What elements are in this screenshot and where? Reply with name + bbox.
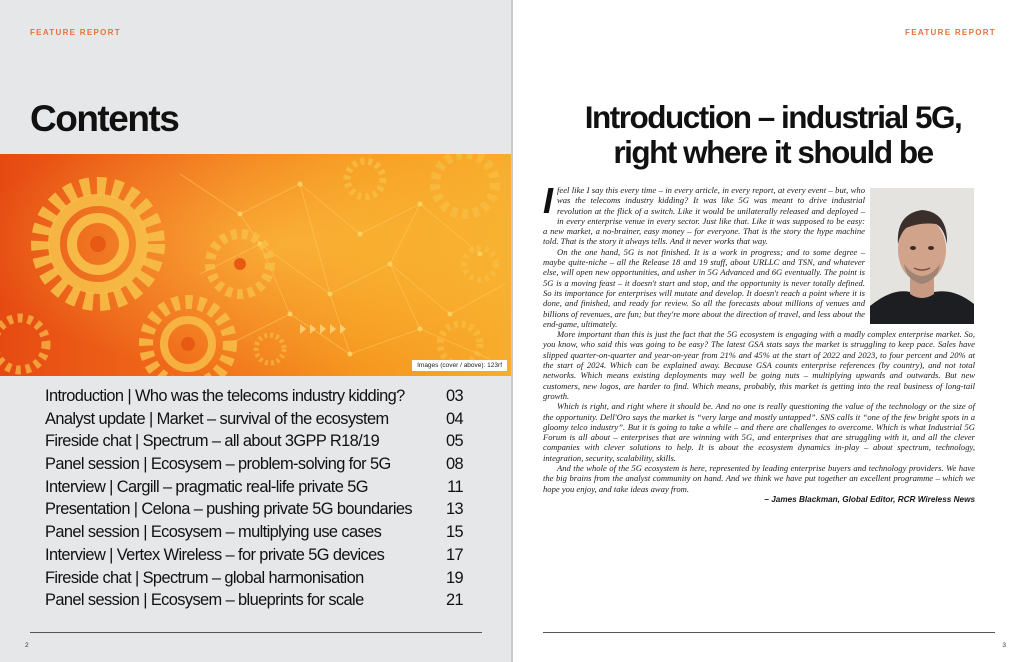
toc-entry-title: Interview | Vertex Wireless – for private 5G devices <box>45 545 385 564</box>
hero-image <box>0 154 511 376</box>
gears-illustration <box>0 154 511 376</box>
toc-entry <box>45 521 463 544</box>
toc-page-number: 21 <box>445 591 463 610</box>
toc-entry-title: Analyst update | Market – survival of the ecosystem <box>45 409 389 428</box>
toc-entry <box>45 476 463 499</box>
toc-entry-title: Panel session | Ecosysem – multiplying use cases <box>45 523 382 542</box>
toc-entry <box>45 385 463 408</box>
toc-entry-title: Panel session | Ecosysem – problem-solving for 5G <box>45 455 391 474</box>
article-title-line-2: right where it should be <box>613 134 933 170</box>
toc-entry <box>45 498 463 521</box>
right-page <box>513 0 1024 662</box>
photo-spacer <box>865 185 975 329</box>
toc-entry <box>45 589 463 612</box>
toc-page-number: 03 <box>445 387 463 405</box>
toc-page-number: 11 <box>447 477 463 496</box>
toc-entry <box>45 544 463 567</box>
left-page <box>0 0 511 662</box>
toc-entry <box>45 567 463 590</box>
image-credit: Images (cover / above): 123rf <box>412 360 507 371</box>
toc-entry <box>45 408 463 431</box>
toc-page-number: 08 <box>445 455 463 474</box>
toc-entry-title: Fireside chat | Spectrum – all about 3GPP R18/19 <box>45 432 380 451</box>
toc-entry-title: Fireside chat | Spectrum – global harmonisation <box>45 568 364 587</box>
toc-entry-title: Panel session | Ecosysem – blueprints for scale <box>45 591 364 610</box>
paragraph-text: feel like I say this every time – in every article, in every report, at every event – but, who was the telecoms industry kidding? It was like 5G was meant to drive industrial revolution at the flick of a switch. Like it would be unilaterally released and deployed – in every enterprise venue in every sector. Just like that. Like it was supposed to be easy: a new market, a no-brainer, easy money – for everyone. That is the story the hype machine told. That is the story it always tells. And it never works that way. <box>543 185 865 247</box>
toc-entry-title: Presentation | Celona – pushing private 5G boundaries <box>45 500 413 519</box>
section-label: FEATURE REPORT <box>30 28 121 37</box>
toc-entry-title: Introduction | Who was the telecoms industry kidding? <box>45 387 405 405</box>
footer-rule <box>30 632 482 633</box>
page-number: 2 <box>25 642 29 649</box>
toc-entry <box>45 453 463 476</box>
toc-page-number: 17 <box>445 545 463 564</box>
toc-entry <box>45 430 463 453</box>
contents-title: Contents <box>30 98 179 139</box>
toc-entry-title: Interview | Cargill – pragmatic real-life private 5G <box>45 477 368 496</box>
toc-page-number: 13 <box>445 500 463 519</box>
footer-rule <box>543 632 995 633</box>
author-signature: – James Blackman, Global Editor, RCR Wireless News <box>764 494 975 504</box>
toc-page-number: 04 <box>445 409 463 428</box>
table-of-contents <box>45 385 463 612</box>
article-paragraph: And the whole of the 5G ecosystem is here, represented by leading enterprise buyers and technology providers. We have the big brains from the analyst community on hand. And we think we have put together an excellent programme – which we hope you enjoy, and take ideas away from. <box>543 463 975 494</box>
dropcap: I <box>543 180 554 221</box>
article-title-line-1: Introduction – industrial 5G, <box>584 99 962 135</box>
article-title <box>553 100 993 170</box>
section-label: FEATURE REPORT <box>905 28 996 37</box>
article-body <box>543 180 975 505</box>
article-paragraph: More important than this is just the fact that the 5G ecosystem is engaging with a madly complex enterprise market. So, you know, who said this was going to be easy? The latest GSA stats says the market is struggling to keep pace. Sales have slipped quarter-on-quarter and year-on-year from 21% and 45% at the start of 2022 and 2023, to four percent and 20% at the start of 2024. Which can be explained away. Because GSA counts enterprise references (by country), and not total networks. Which means existing deployments may well be going nuts – multiplying upwards and outwards. But new customers, new logos, are harder to find. Which means, probably, this market is getting into the real business of long-tail growth. <box>543 329 975 401</box>
toc-page-number: 15 <box>445 523 463 542</box>
toc-page-number: 19 <box>445 568 463 587</box>
article-paragraph: Which is right, and right where it should be. And no one is really questioning the value of the technology or the size of the opportunity. Dell'Oro says the market is “very large and mostly untapped”. SNS calls it “one of the few bright spots in a gloomy telco industry”. But it is going to take a while – and there are challenges to overcome. Which is what Industrial 5G Forum is all about – enterprises that are winning with 5G, and enterprises that are struggling with it, and all the clever companies with clever solutions to help. It is about the ecosystem dynamics in-play – about spectrum, technology, integration, security, scalability, skills. <box>543 401 975 463</box>
page-number: 3 <box>1002 642 1006 649</box>
toc-page-number: 05 <box>445 432 463 451</box>
article-paragraph: On the one hand, 5G is not finished. It is a work in progress; and to some degree – maybe quite-niche – all the Release 18 and 19 stuff, about URLLC and TSN, and whatever else, will open new opportunities, and usher in 5G Advanced and 6G eventually. The point is 5G is a moving feast – it doesn't start and stop, and the opportunity is never totally defined. So its importance for enterprises will mutate and develop. It doesn't reach a point where it is done, and finished, and ready for review. So all the forecasts about millions of venues and billions of revenues, are fun; but they're more about the direction of travel, and less about the end-game, ultimately. <box>543 246 865 329</box>
